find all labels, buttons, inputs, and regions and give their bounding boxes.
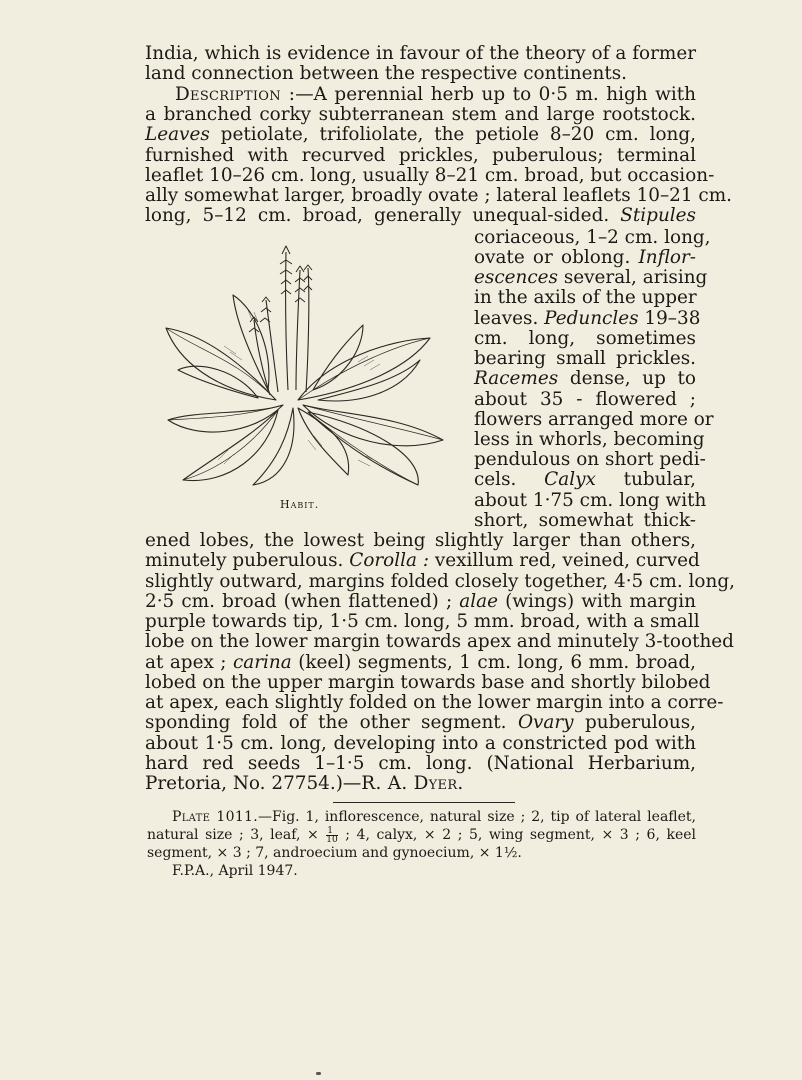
figure-caption: Habit. bbox=[280, 498, 320, 511]
leaf bbox=[253, 408, 294, 485]
divider-rule bbox=[333, 802, 515, 803]
text-line: lobed on the upper margin towards base and shortly bilobed bbox=[145, 672, 711, 693]
section-heading: Description : bbox=[175, 84, 296, 105]
text-line: lobe on the lower margin towards apex and minutely 3-toothed bbox=[145, 631, 734, 652]
flower-stalk bbox=[286, 252, 288, 390]
leaf bbox=[166, 328, 276, 400]
text-line: long, 5–12 cm. broad, generally unequal-sided. Stipules bbox=[145, 205, 696, 226]
text-line: purple towards tip, 1·5 cm. long, 5 mm. broad, with a small bbox=[145, 611, 700, 632]
text-line: escences several, arising bbox=[474, 267, 708, 288]
plate-caption-line: Plate 1011.—Fig. 1, inflorescence, natural size ; 2, tip of lateral leaflet, bbox=[172, 809, 696, 825]
text-line: less in whorls, becoming bbox=[474, 429, 705, 450]
text-line: leaflet 10–26 cm. long, usually 8–21 cm. broad, but occasion- bbox=[145, 165, 715, 186]
habit-illustration bbox=[158, 240, 450, 498]
plate-number: Plate 1011. bbox=[172, 809, 259, 825]
leaf bbox=[298, 408, 349, 475]
text-line: bearing small prickles. bbox=[474, 348, 696, 369]
text-line: pendulous on short pedi- bbox=[474, 449, 706, 470]
text-line: coriaceous, 1–2 cm. long, bbox=[474, 227, 711, 248]
text-line: at apex ; carina (keel) segments, 1 cm. long, 6 mm. broad, bbox=[145, 652, 696, 673]
text-line: about 35 - flowered ; bbox=[474, 389, 696, 410]
text-line: land connection between the respective continents. bbox=[145, 63, 627, 84]
text-line: Description :—A perennial herb up to 0·5 m. high with bbox=[175, 84, 696, 105]
text-line: Pretoria, No. 27754.)—R. A. Dyer. bbox=[145, 773, 464, 794]
text-line: Leaves petiolate, trifoliolate, the petiole 8–20 cm. long, bbox=[145, 124, 696, 145]
page-mark bbox=[316, 1072, 321, 1075]
leaf bbox=[313, 325, 363, 390]
plate-caption-line: natural size ; 3, leaf, × $\frac{1}{10}$ ; 4, calyx, × 2 ; 5, wing segment, × 3 ; 6, keel bbox=[147, 825, 696, 845]
text-line: 2·5 cm. broad (when flattened) ; alae (wings) with margin bbox=[145, 591, 696, 612]
plate-caption-line: segment, × 3 ; 7, androecium and gynoecium, × 1½. bbox=[147, 845, 522, 861]
author-signature: R. A. Dyer. bbox=[361, 773, 464, 794]
leaf bbox=[298, 338, 430, 400]
leaf bbox=[183, 410, 278, 481]
text-line: slightly outward, margins folded closely together, 4·5 cm. long, bbox=[145, 571, 735, 592]
text-line: minutely puberulous. Corolla : vexillum red, veined, curved bbox=[145, 550, 700, 571]
plate-caption-line: F.P.A., April 1947. bbox=[172, 863, 298, 879]
text-line: sponding fold of the other segment. Ovary puberulous, bbox=[145, 712, 696, 733]
text-line: furnished with recurved prickles, puberulous; terminal bbox=[145, 145, 696, 166]
flower-stalk bbox=[266, 300, 278, 392]
text-line: short, somewhat thick- bbox=[474, 510, 696, 531]
text-line: cels. Calyx tubular, bbox=[474, 469, 696, 490]
text-line: ally somewhat larger, broadly ovate ; lateral leaflets 10–21 cm. bbox=[145, 185, 732, 206]
text-line: about 1·5 cm. long, developing into a constricted pod with bbox=[145, 733, 696, 754]
text-line: in the axils of the upper bbox=[474, 287, 697, 308]
text-line: ovate or oblong. Inflor- bbox=[474, 247, 696, 268]
text-line: at apex, each slightly folded on the lower margin into a corre- bbox=[145, 692, 724, 713]
text-line: flowers arranged more or bbox=[474, 409, 714, 430]
text-line: ened lobes, the lowest being slightly larger than others, bbox=[145, 530, 696, 551]
fraction: $\frac{1}{10}$ bbox=[326, 825, 338, 845]
text-line: leaves. Peduncles 19–38 bbox=[474, 308, 701, 329]
text-line: about 1·75 cm. long with bbox=[474, 490, 707, 511]
text-line: India, which is evidence in favour of the theory of a former bbox=[145, 43, 696, 64]
text-line: Racemes dense, up to bbox=[474, 368, 696, 389]
text-line: hard red seeds 1–1·5 cm. long. (National Herbarium, bbox=[145, 753, 696, 774]
text-line: cm. long, sometimes bbox=[474, 328, 696, 349]
text-line: a branched corky subterranean stem and large rootstock. bbox=[145, 104, 696, 125]
leaf bbox=[168, 405, 283, 432]
